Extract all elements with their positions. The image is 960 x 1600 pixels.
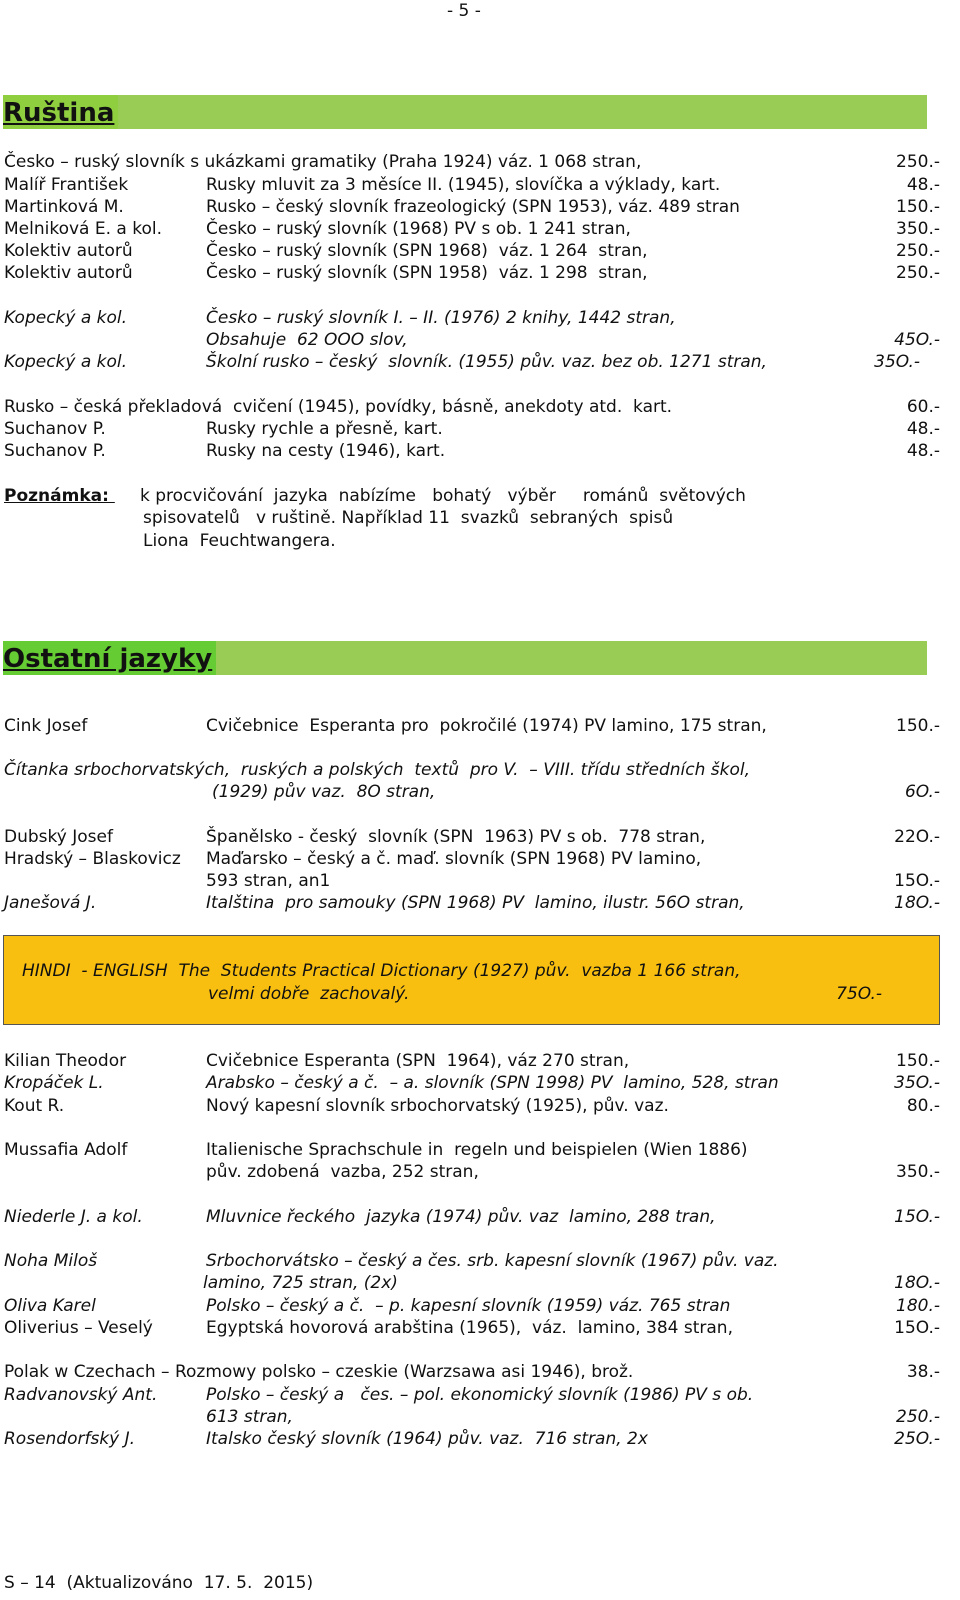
item-title-continued: Obsahuje 62 OOO slov, [206,330,408,350]
item-price: 15O.- [894,1207,940,1227]
featured-item-price: 75O.- [836,984,882,1004]
item-author: Malíř František [4,175,129,195]
note-text: k procvičování jazyka nabízíme bohatý výběr románů světových [140,486,746,506]
item-title: Egyptská hovorová arabština (1965), váz. lamino, 384 stran, [206,1318,733,1338]
item-price: 250.- [896,263,940,283]
item-title: Rusko – český slovník frazeologický (SPN 1953), váz. 489 stran [206,197,740,217]
item-title: Cvičebnice Esperanta (SPN 1964), váz 270 stran, [206,1051,630,1071]
item-title: Polsko – český a čes. – pol. ekonomický slovník (1986) PV s ob. [206,1385,754,1405]
section-title-russian: Ruština [3,95,118,129]
item-title-continued: 613 stran, [206,1407,293,1427]
item-author: Noha Miloš [4,1251,98,1271]
item-price: 150.- [896,716,940,736]
featured-item-text-continued: velmi dobře zachovalý. [208,984,410,1004]
item-title: Cvičebnice Esperanta pro pokročilé (1974) PV lamino, 175 stran, [206,716,767,736]
item-author: Suchanov P. [4,419,106,439]
item-title: Maďarsko – český a č. maď. slovník (SPN 1968) PV lamino, [206,849,702,869]
item-title: Italsko český slovník (1964) pův. vaz. 716 stran, 2x [206,1429,648,1449]
page-number: - 5 - [447,1,481,21]
list-item-continued: (1929) pův vaz. 8O stran, [212,782,436,802]
item-title: Španělsko - český slovník (SPN 1963) PV s ob. 778 stran, [206,827,706,847]
item-price: 18O.- [894,1273,940,1293]
item-price: 18O.- [894,893,940,913]
item-author: Mussafia Adolf [4,1140,128,1160]
item-title: Italština pro samouky (SPN 1968) PV lamino, ilustr. 56O stran, [206,893,745,913]
item-price: 45O.- [894,330,940,350]
item-title: Česko – ruský slovník I. – II. (1976) 2 knihy, 1442 stran, [206,308,676,328]
item-author: Janešová J. [4,893,97,913]
list-item: Rusko – česká překladová cvičení (1945), povídky, básně, anekdoty atd. kart. [4,397,673,417]
item-price: 350.- [896,219,940,239]
list-item: Čítanka srbochorvatských, ruských a polských textů pro V. – VIII. třídu středních škol, [4,760,751,780]
item-price: 15O.- [894,1318,940,1338]
item-price: 25O.- [894,1429,940,1449]
item-price: 48.- [906,175,940,195]
item-title: Školní rusko – český slovník. (1955) pův. vaz. bez ob. 1271 stran, [206,352,767,372]
item-author: Melniková E. a kol. [4,219,163,239]
item-price: 48.- [906,419,940,439]
item-price: 80.- [906,1096,940,1116]
item-price: 35O.- [874,352,920,372]
item-title-continued: pův. zdobená vazba, 252 stran, [206,1162,479,1182]
item-title: Arabsko – český a č. – a. slovník (SPN 1998) PV lamino, 528, stran [206,1073,779,1093]
item-author: Martinková M. [4,197,124,217]
item-title: Polsko – český a č. – p. kapesní slovník (1959) váz. 765 stran [206,1296,731,1316]
item-price: 150.- [896,1051,940,1071]
item-title-continued: lamino, 725 stran, (2x) [203,1273,398,1293]
item-price: 38.- [906,1362,940,1382]
item-title: Rusky rychle a přesně, kart. [206,419,443,439]
item-price: 250.- [896,152,940,172]
item-price: 350.- [896,1162,940,1182]
section-title-other: Ostatní jazyky [3,641,216,675]
item-title: Mluvnice řeckého jazyka (1974) pův. vaz lamino, 288 tran, [206,1207,716,1227]
note-label: Poznámka: [4,486,115,506]
list-item: Česko – ruský slovník s ukázkami gramatiky (Praha 1924) váz. 1 068 stran, [4,152,642,172]
item-author: Radvanovský Ant. [4,1385,158,1405]
item-price: 6O.- [904,782,940,802]
item-author: Dubský Josef [4,827,113,847]
item-title: Italienische Sprachschule in regeln und beispielen (Wien 1886) [206,1140,748,1160]
item-title: Česko – ruský slovník (SPN 1968) váz. 1 264 stran, [206,241,648,261]
note-text: spisovatelů v ruštině. Například 11 svazků sebraných spisů [143,508,674,528]
section-banner-russian [3,95,927,129]
item-author: Kopecký a kol. [4,352,128,372]
item-price: 15O.- [894,871,940,891]
item-author: Oliverius – Veselý [4,1318,153,1338]
item-author: Kolektiv autorů [4,263,133,283]
note-text: Liona Feuchtwangera. [143,531,336,551]
list-item: Polak w Czechach – Rozmowy polsko – czeskie (Warzsawa asi 1946), brož. [4,1362,634,1382]
item-author: Kropáček L. [4,1073,104,1093]
item-price: 180.- [896,1296,940,1316]
item-title: Česko – ruský slovník (1968) PV s ob. 1 241 stran, [206,219,631,239]
item-price: 60.- [906,397,940,417]
item-author: Cink Josef [4,716,88,736]
featured-item-text: HINDI - ENGLISH The Students Practical Dictionary (1927) pův. vazba 1 166 stran, [22,961,741,981]
item-price: 250.- [896,241,940,261]
item-author: Hradský – Blaskovicz [4,849,181,869]
item-price: 22O.- [894,827,940,847]
item-title: Rusky mluvit za 3 měsíce II. (1945), slovíčka a výklady, kart. [206,175,721,195]
item-title: Nový kapesní slovník srbochorvatský (1925), pův. vaz. [206,1096,669,1116]
item-title: Srbochorvátsko – český a čes. srb. kapesní slovník (1967) pův. vaz. [206,1251,779,1271]
item-author: Oliva Karel [4,1296,96,1316]
item-author: Niederle J. a kol. [4,1207,143,1227]
item-author: Kolektiv autorů [4,241,133,261]
item-author: Rosendorfský J. [4,1429,136,1449]
item-author: Kopecký a kol. [4,308,128,328]
item-author: Kilian Theodor [4,1051,127,1071]
item-author: Suchanov P. [4,441,106,461]
page-footer: S – 14 (Aktualizováno 17. 5. 2015) [4,1573,314,1593]
item-title-continued: 593 stran, an1 [206,871,331,891]
item-price: 150.- [896,197,940,217]
item-author: Kout R. [4,1096,65,1116]
item-price: 35O.- [894,1073,940,1093]
item-price: 250.- [896,1407,940,1427]
item-title: Česko – ruský slovník (SPN 1958) váz. 1 298 stran, [206,263,648,283]
item-title: Rusky na cesty (1946), kart. [206,441,446,461]
item-price: 48.- [906,441,940,461]
